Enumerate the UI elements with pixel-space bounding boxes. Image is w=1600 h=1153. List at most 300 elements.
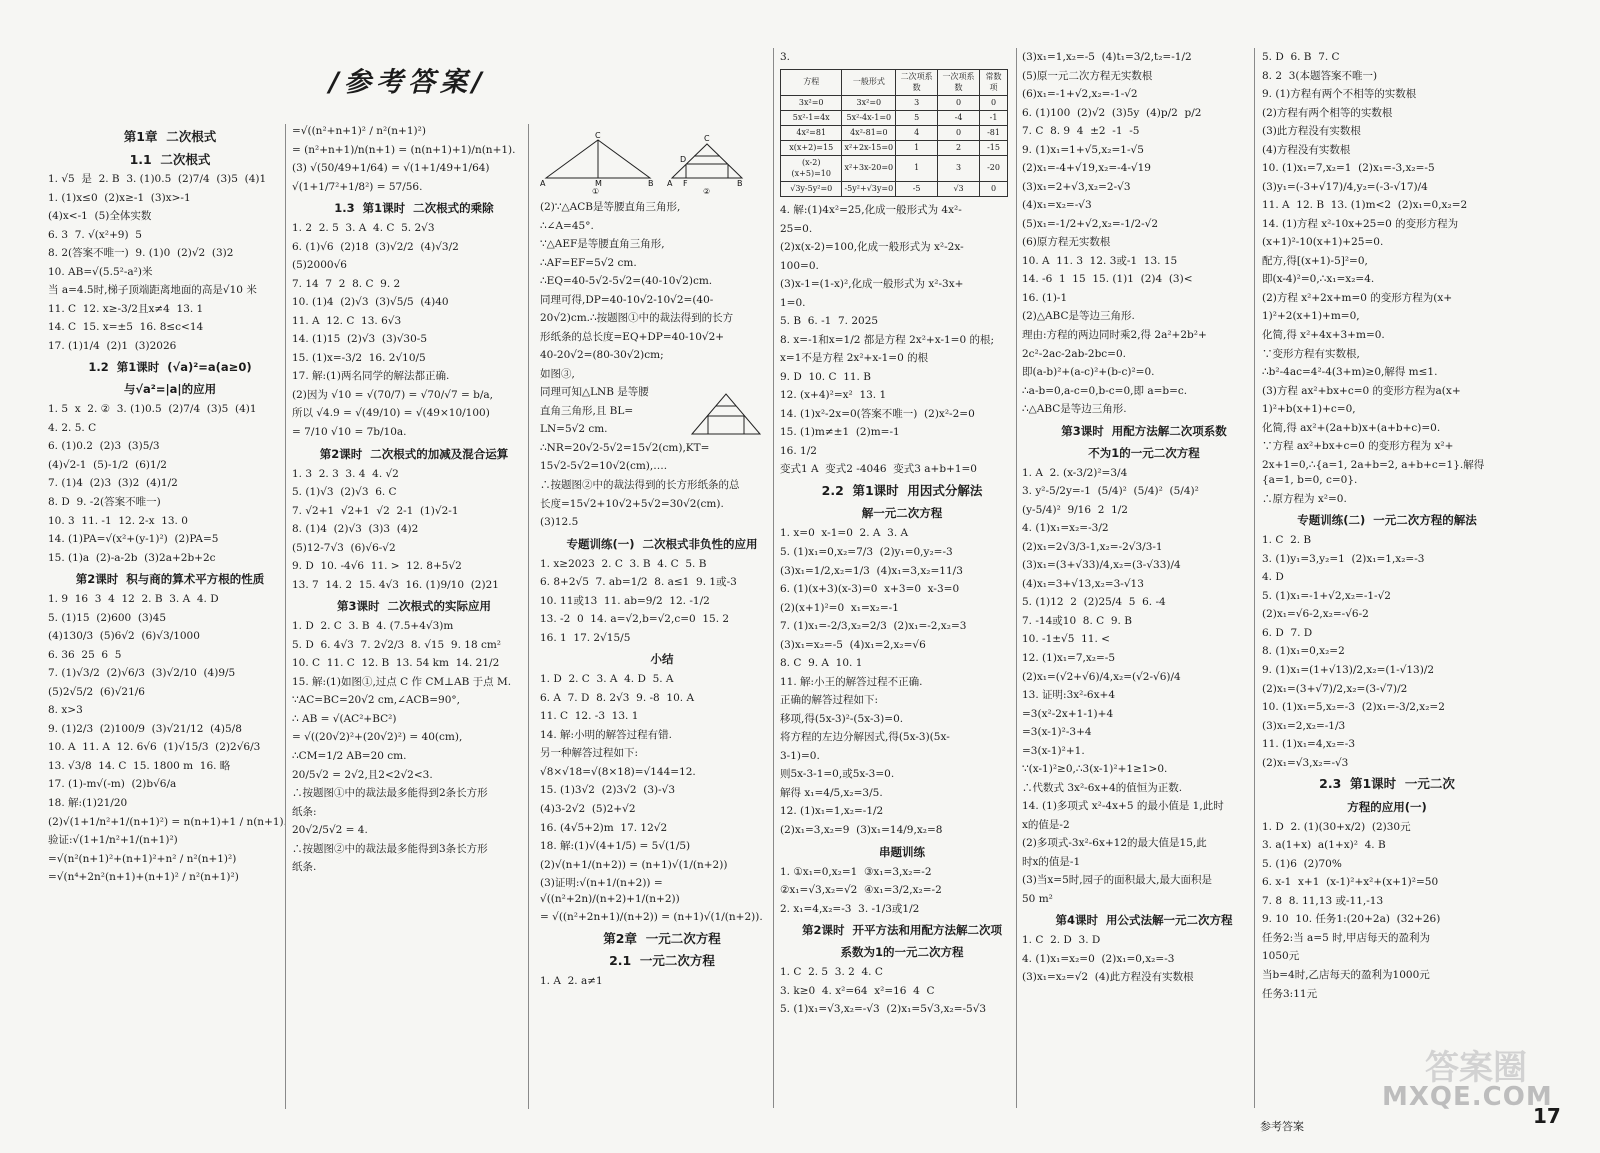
- table-cell: 3: [938, 155, 980, 182]
- column-divider: [773, 48, 774, 1108]
- table-cell: 4x²-81=0: [842, 125, 896, 140]
- answer-line: 移项,得(5x-3)²-(5x-3)=0.: [780, 712, 904, 725]
- column-divider: [285, 124, 286, 1109]
- answer-line: (5)2√5/2 (6)√21/6: [48, 685, 145, 698]
- answer-line: (2)√(1+1/n²+1/(n+1)²) = n(n+1)+1 / n(n+1).: [48, 815, 287, 828]
- table-cell: 0: [980, 96, 1008, 111]
- answer-line: 11. (1)x₁=4,x₂=-3: [1262, 738, 1356, 751]
- fig-label: ①: [592, 187, 600, 196]
- watermark: MXQE.COM: [1382, 1082, 1553, 1112]
- answer-line: ∵变形方程有实数根,: [1262, 347, 1360, 360]
- answer-line: 7. (1)4 (2)3 (3)2 (4)1/2: [48, 477, 178, 490]
- answer-line: (2)x₁=(√2+√6)/4,x₂=(√2-√6)/4: [1022, 670, 1181, 683]
- answer-line: 3. k≥0 4. x²=64 x²=16 4 C: [780, 984, 935, 997]
- answer-line: 3-1)=0.: [780, 749, 820, 762]
- answer-line: (6)x₁=-1+√2,x₂=-1-√2: [1022, 88, 1138, 101]
- section-heading: 专题训练(一) 二次根式非负性的应用: [566, 536, 758, 551]
- answer-line: 4. (1)x₁=x₂=0 (2)x₁=0,x₂=-3: [1022, 952, 1175, 965]
- answer-line: 5. D 6. B 7. C: [1262, 51, 1340, 63]
- answer-line: 16. (1)-1: [1022, 291, 1068, 304]
- answer-line: =√(n²(n+1)²+(n+1)²+n² / n²(n+1)²): [48, 852, 237, 865]
- table-cell: x²+2x-15=0: [842, 140, 896, 155]
- answer-line: 10. (1)x₁=5,x₂=-3 (2)x₁=-3/2,x₂=2: [1262, 701, 1445, 714]
- answer-line: 化简,得 ax²+(2a+b)x+(a+b+c)=0.: [1262, 421, 1441, 434]
- section-heading: 与√a²=|a|的应用: [123, 382, 217, 397]
- answer-line: 1. 3 2. 3 3. 4 4. √2: [292, 467, 399, 480]
- answer-line: =3(x-1)²-3+4: [1022, 726, 1092, 739]
- answer-line: ∴b²-4ac=4²-4(3+m)≥0,解得 m≤1.: [1262, 366, 1438, 379]
- answer-line: 如图③,: [540, 367, 575, 380]
- table-row: [781, 182, 1008, 197]
- table-cell: √3: [938, 182, 980, 197]
- answer-line: ∵方程 ax²+bx+c=0 的变形方程为 x²+: [1262, 440, 1454, 453]
- table-cell: -15: [980, 140, 1008, 155]
- answer-line: 当 a=4.5时,梯子顶端距离地面的高是√10 米: [48, 284, 257, 297]
- answer-line: = 7/10 √10 = 7b/10a.: [292, 425, 407, 438]
- answer-line: (3) √(50/49+1/64) = √(1+1/49+1/64): [292, 162, 490, 175]
- column-divider: [528, 124, 529, 1109]
- answer-line: (4)方程没有实数根: [1262, 143, 1351, 156]
- answer-line: 16. 1 17. 2√15/5: [540, 631, 631, 644]
- answer-line: 5. (1)6 (2)70%: [1262, 857, 1342, 870]
- answer-line: 5. D 6. 4√3 7. 2√2/3 8. √15 9. 18 cm²: [292, 638, 502, 651]
- answer-line: ∵△AEF是等腰直角三角形,: [540, 238, 665, 251]
- section-heading: 1.1 二次根式: [129, 151, 211, 167]
- answer-line: 10. 3 11. -1 12. 2-x 13. 0: [48, 514, 188, 527]
- answer-line: (3)证明:√(n+1/(n+2)) = √((n²+2n)/(n+2)+1/(n+2)): [540, 877, 680, 905]
- answer-line: 则5x-3-1=0,或5x-3=0.: [780, 768, 895, 781]
- answer-line: 6. (1)0.2 (2)3 (3)5/3: [48, 440, 160, 453]
- answer-line: 6. (1)√6 (2)18 (3)√2/2 (4)√3/2: [292, 240, 459, 253]
- answer-line: ∴ AB = √(AC²+BC²): [292, 712, 397, 725]
- answer-line: 同理可知△LNB 是等腰: [540, 386, 649, 399]
- answer-line: ∴代数式 3x²-6x+4的值恒为正数.: [1022, 781, 1183, 794]
- answer-line: 9. 10 10. 任务1:(20+2a) (32+26): [1262, 913, 1441, 926]
- answer-line: 10. -1±√5 11. <: [1022, 633, 1110, 646]
- answer-line: 1)²+b(x+1)+c=0,: [1262, 403, 1356, 416]
- answer-line: LN=5√2 cm.: [540, 423, 608, 436]
- table-header-cell: 方程: [781, 69, 842, 96]
- column-6: [1262, 50, 1512, 1005]
- section-heading: 专题训练(二) 一元二次方程的解法: [1297, 513, 1477, 528]
- answer-line: 7. C 8. 9 4 ±2 -1 -5: [1022, 125, 1140, 138]
- section-heading: 方程的应用(一): [1347, 799, 1427, 814]
- answer-line: 17. (1)1/4 (2)1 (3)2026: [48, 339, 177, 352]
- table-cell: -1: [980, 111, 1008, 126]
- table-header-cell: 一次项系数: [938, 69, 980, 96]
- answer-line: (3)12.5: [540, 516, 579, 529]
- answer-line: 6. 3 7. √(x²+9) 5: [48, 228, 142, 241]
- section-heading: 系数为1的一元二次方程: [840, 945, 964, 960]
- answer-line: (3)x₁=2+√3,x₂=2-√3: [1022, 180, 1131, 193]
- answer-line: 14. (1)PA=√(x²+(y-1)²) (2)PA=5: [48, 533, 219, 546]
- answer-line: 15. (1)x=-3/2 16. 2√10/5: [292, 351, 426, 364]
- answer-line: 13. -2 0 14. a=√2,b=√2,c=0 15. 2: [540, 613, 730, 626]
- answer-line: 100=0.: [780, 259, 819, 272]
- answer-line: 配方,得[(x+1)-5]²=0,: [1262, 254, 1368, 267]
- table-header-cell: 常数项: [980, 69, 1008, 96]
- answer-line: 14. 解:小明的解答过程有错.: [540, 728, 672, 741]
- answer-line: (3)当x=5时,园子的面积最大,最大面积是: [1022, 874, 1212, 887]
- answer-line: 9. D 10. C 11. B: [780, 370, 871, 383]
- answer-line: =√((n²+n+1)² / n²(n+1)²): [292, 125, 426, 137]
- answer-line: 1. 5 x 2. ② 3. (1)0.5 (2)7/4 (3)5 (4)1: [48, 403, 257, 416]
- answer-line: (5)x₁=-1/2+√2,x₂=-1/2-√2: [1022, 217, 1159, 230]
- fig-label: F: [683, 179, 688, 188]
- answer-line: 1. √5 是 2. B 3. (1)0.5 (2)7/4 (3)5 (4)1: [48, 173, 267, 185]
- answer-line: (3)方程 ax²+bx+c=0 的变形方程为a(x+: [1262, 384, 1461, 397]
- answer-line: (2)方程 x²+2x+m=0 的变形方程为(x+: [1262, 291, 1453, 304]
- table-row: [781, 140, 1008, 155]
- table-cell: (x-2)(x+5)=10: [781, 155, 842, 182]
- triangle-figures: [540, 130, 743, 196]
- table-cell: √3y-5y²=0: [781, 182, 842, 197]
- table-cell: 3x²=0: [781, 96, 842, 111]
- section-heading: 串题训练: [879, 844, 925, 859]
- answer-line: (3)x₁=(3+√33)/4,x₂=(3-√33)/4: [1022, 559, 1181, 572]
- answer-line: 1. ①x₁=0,x₂=1 ③x₁=3,x₂=-2: [780, 865, 932, 878]
- answer-line: 8. 2(答案不唯一) 9. (1)0 (2)√2 (3)2: [48, 247, 234, 260]
- answer-line: 任务2:当 a=5 时,甲店每天的盈利为: [1262, 931, 1430, 944]
- answer-line: 8. D 9. -2(答案不唯一): [48, 496, 161, 508]
- answer-line: 40-20√2=(80-30√2)cm;: [540, 349, 664, 362]
- page-banner: /参考答案/: [329, 67, 487, 98]
- answer-line: (3)x₁=1,x₂=-5 (4)t₁=3/2,t₂=-1/2: [1022, 51, 1192, 63]
- answer-line: 4. D: [1262, 571, 1284, 584]
- answer-line: 即(x-4)²=0,∴x₁=x₂=4.: [1262, 273, 1375, 286]
- answer-line: (5)12-7√3 (6)√6-√2: [292, 541, 396, 554]
- answer-line: 15. (1)m≠±1 (2)m=-1: [780, 426, 900, 439]
- answer-line: √8×√18=√(8×18)=√144=12.: [540, 765, 696, 778]
- answer-line: (3)此方程没有实数根: [1262, 125, 1361, 138]
- answer-line: 10. C 11. C 12. B 13. 54 km 14. 21/2: [292, 657, 500, 670]
- answer-line: 所以 √4.9 = √(49/10) = √(49×10/100): [292, 407, 490, 420]
- table-header-cell: 一般形式: [842, 69, 896, 96]
- answer-line: (2)x₁=3,x₂=9 (3)x₁=14/9,x₂=8: [780, 823, 943, 836]
- footer-label: 参考答案: [1260, 1120, 1304, 1133]
- answer-line: (2)x₁=(3+√7)/2,x₂=(3-√7)/2: [1262, 682, 1408, 695]
- answer-line: (2)x₁=-4+√19,x₂=-4-√19: [1022, 162, 1151, 175]
- answer-line: (2)(x+1)²=0 x₁=x₂=-1: [780, 601, 899, 614]
- answer-line: 5. (1)15 (2)600 (3)45: [48, 611, 167, 624]
- answer-line: 14. (1)15 (2)√3 (3)√30-5: [292, 333, 428, 346]
- section-heading: 2.1 一元二次方程: [609, 953, 715, 969]
- answer-line: = √((20√2)²+(20√2)²) = 40(cm),: [292, 731, 463, 744]
- answer-line: ∴△ABC是等边三角形.: [1022, 403, 1127, 416]
- answer-line: 12. (1)x₁=7,x₂=-5: [1022, 651, 1116, 664]
- section-heading: 第2章 一元二次方程: [603, 930, 721, 946]
- table-cell: 3x²=0: [842, 96, 896, 111]
- table-row: [781, 125, 1008, 140]
- fig-label: B: [737, 179, 743, 188]
- answer-line: 正确的解答过程如下:: [780, 694, 879, 707]
- answer-line: 15√2-5√2=10√2(cm),….: [540, 460, 668, 473]
- answer-line: 1. A 2. a≠1: [540, 974, 603, 987]
- table-cell: 5x²-1=4x: [781, 111, 842, 126]
- answer-line: 10. 11或13 11. ab=9/2 12. -1/2: [540, 594, 710, 607]
- column-divider: [1254, 48, 1255, 1108]
- answer-line: 1. C 2. D 3. D: [1022, 934, 1101, 947]
- answer-line: 10. AB=√(5.5²-a²)米: [48, 265, 153, 278]
- answer-line: 理由:方程的两边同时乘2,得 2a²+2b²+: [1022, 328, 1207, 341]
- answer-line: 6. 36 25 6 5: [48, 648, 122, 661]
- answer-line: 6. (1)(x+3)(x-3)=0 x+3=0 x-3=0: [780, 583, 960, 596]
- answer-line: (2)因为 √10 = √(70/7) = √70/√7 = b/a,: [292, 388, 493, 401]
- table-cell: 1: [896, 140, 938, 155]
- answer-line: 17. (1)-m√(-m) (2)b√6/a: [48, 778, 177, 791]
- answer-line: 时x的值是-1: [1022, 855, 1081, 868]
- column-4: [780, 50, 1024, 1021]
- answer-line: 10. (1)x₁=7,x₂=1 (2)x₁=-3,x₂=-5: [1262, 162, 1435, 175]
- answer-line: 1. D 2. C 3. A 4. D 5. A: [540, 673, 674, 686]
- answer-line: 6. D 7. D: [1262, 626, 1313, 639]
- answer-line: 9. (1)方程有两个不相等的实数根: [1262, 88, 1417, 101]
- answer-line: 4. (1)x₁=x₂=-3/2: [1022, 522, 1109, 535]
- answer-line: 13. 证明:3x²-6x+4: [1022, 689, 1116, 702]
- answer-line: (6)原方程无实数根: [1022, 236, 1111, 249]
- answer-line: 25=0.: [780, 222, 813, 235]
- answer-line: 20√2/5√2 = 4.: [292, 824, 368, 837]
- answer-line: 17. 解:(1)两名同学的解法都正确.: [292, 370, 450, 383]
- answer-line: 任务3:11元: [1262, 987, 1318, 1000]
- table-cell: -5y²+√3y=0: [842, 182, 896, 197]
- fig-label: A: [667, 179, 673, 188]
- fig-label: B: [648, 179, 654, 188]
- answer-line: ∴a-b=0,a-c=0,b-c=0,即 a=b=c.: [1022, 384, 1188, 397]
- answer-line: (4)x<-1 (5)全体实数: [48, 210, 152, 223]
- answer-line: 另一种解答过程如下:: [540, 747, 639, 760]
- column-1: [48, 124, 292, 889]
- section-heading: 1.3 第1课时 二次根式的乘除: [334, 201, 494, 216]
- answer-line: = (n²+n+1)/n(n+1) = (n(n+1)+1)/n(n+1).: [292, 143, 516, 156]
- answer-line: (y-5/4)² 9/16 2 1/2: [1022, 503, 1128, 516]
- answer-line: 1)²+2(x+1)+m=0,: [1262, 310, 1360, 323]
- fig-label: C: [595, 131, 601, 140]
- answer-line: 1. A 2. (x-3/2)²=3/4: [1022, 466, 1128, 479]
- column-5: [1022, 50, 1266, 989]
- answer-line: (x+1)²-10(x+1)+25=0.: [1262, 236, 1384, 249]
- answer-line: 5. (1)x₁=√3,x₂=-√3 (2)x₁=5√3,x₂=-5√3: [780, 1003, 987, 1016]
- answer-line: ∴按题图①中的裁法最多能得到2条长方形: [292, 787, 488, 800]
- answer-line: 9. (1)x₁=(1+√13)/2,x₂=(1-√13)/2: [1262, 664, 1435, 677]
- answer-line: x=1不是方程 2x²+x-1=0 的根: [780, 352, 929, 365]
- answer-line: 1. (1)x≤0 (2)x≥-1 (3)x>-1: [48, 191, 191, 204]
- answer-line: ∴NR=20√2-5√2=15√2(cm),KT=: [540, 441, 710, 454]
- answer-line: (2)△ABC是等边三角形.: [1022, 310, 1135, 323]
- answer-line: 2c²-2ac-2ab-2bc=0.: [1022, 347, 1126, 360]
- answer-line: 5. (1)x₁=0,x₂=7/3 (2)y₁=0,y₂=-3: [780, 546, 953, 558]
- answer-line: 8. x=-1和x=1/2 都是方程 2x²+x-1=0 的根;: [780, 333, 995, 346]
- answer-line: 8. 2 3(本题答案不唯一): [1262, 69, 1378, 82]
- answer-line: 14. (1)方程 x²-10x+25=0 的变形方程为: [1262, 217, 1459, 230]
- section-heading: 2.3 第1课时 一元二次: [1319, 776, 1455, 792]
- answer-line: 16. 1/2: [780, 444, 817, 457]
- section-heading: 第3课时 用配方法解二次项系数: [1061, 423, 1227, 438]
- answer-line: 5. (1)x₁=-1+√2,x₂=-1-√2: [1262, 589, 1391, 602]
- answer-line: 11. A 12. C 13. 6√3: [292, 314, 402, 327]
- answer-line: 14. (1)多项式 x²-4x+5 的最小值是 1,此时: [1022, 800, 1224, 813]
- answer-line: (4)130/3 (5)6√2 (6)√3/1000: [48, 630, 200, 643]
- answer-line: 验证:√(1+1/n²+1/(n+1)²): [48, 834, 178, 847]
- answer-line: 纸条:: [292, 805, 317, 818]
- answer-line: 9. (1)2/3 (2)100/9 (3)√21/12 (4)5/8: [48, 722, 242, 735]
- section-heading: 第3课时 二次根式的实际应用: [336, 599, 491, 614]
- answer-line: 3. (1)y₁=3,y₂=1 (2)x₁=1,x₂=-3: [1262, 552, 1425, 565]
- answer-line: 8. x>3: [48, 704, 83, 717]
- answer-line: ∴原方程为 x²=0.: [1262, 492, 1347, 505]
- answer-line: (2)x(x-2)=100,化成一般形式为 x²-2x-: [780, 241, 964, 254]
- answer-line: (5)原一元二次方程无实数根: [1022, 69, 1153, 82]
- section-heading: 第2课时 二次根式的加减及混合运算: [319, 446, 509, 461]
- table-header-cell: 二次项系数: [896, 69, 938, 96]
- answer-line: 变式1 A 变式2 -4046 变式3 a+b+1=0: [780, 463, 977, 476]
- answer-line: 6. A 7. D 8. 2√3 9. -8 10. A: [540, 691, 695, 704]
- answer-line: ∴CM=1/2 AB=20 cm.: [292, 749, 407, 762]
- answer-line: 8. C 9. A 10. 1: [780, 657, 863, 670]
- answer-line: 18. 解:(1)21/20: [48, 796, 128, 809]
- answer-line: 化简,得 x²+4x+3+m=0.: [1262, 328, 1385, 341]
- answer-line: 14. -6 1 15 15. (1)1 (2)4 (3)<: [1022, 273, 1193, 286]
- answer-line: 12. (x+4)²=x² 13. 1: [780, 389, 887, 402]
- fig-label: M: [595, 179, 602, 188]
- section-heading: 不为1的一元二次方程: [1088, 445, 1200, 460]
- section-heading: 第2课时 开平方法和用配方法解二次项: [801, 923, 1002, 938]
- answer-line: =3(x²-2x+1-1)+4: [1022, 707, 1114, 720]
- answer-line: (3)x₁=x₂=√2 (4)此方程没有实数根: [1022, 971, 1194, 984]
- answer-line: 5. (1)√3 (2)√3 6. C: [292, 486, 397, 499]
- section-heading: 解一元二次方程: [861, 506, 943, 521]
- answer-line: 20√2)cm.∴按题图①中的裁法得到的长方: [540, 312, 734, 325]
- answer-line: 9. (1)x₁=1+√5,x₂=1-√5: [1022, 143, 1144, 156]
- section-heading: 2.2 第1课时 用因式分解法: [821, 482, 983, 498]
- answer-line: 1. C 2. B: [1262, 534, 1312, 547]
- answer-line: 1. D 2. C 3. B 4. (7.5+4√3)m: [292, 620, 454, 633]
- answer-line: 2. x₁=4,x₂=-3 3. -1/3或1/2: [780, 902, 920, 915]
- answer-line: =√(n⁴+2n²(n+1)+(n+1)² / n²(n+1)²): [48, 871, 239, 884]
- answer-line: 形纸条的总长度=EQ+DP=40-10√2+: [540, 330, 725, 343]
- fig-label: C: [704, 134, 710, 143]
- answer-line: 7. (1)x₁=-2/3,x₂=2/3 (2)x₁=-2,x₂=3: [780, 620, 967, 633]
- answer-line: 15. 解:(1)如图①,过点 C 作 CM⊥AB 于点 M.: [292, 675, 512, 688]
- answer-line: ∴按题图②中的裁法最多能得到3条长方形: [292, 842, 488, 855]
- answer-line: 16. (4√5+2)m 17. 12√2: [540, 821, 668, 834]
- answer-line: 1. C 2. 5 3. 2 4. C: [780, 966, 883, 979]
- answer-line: (4)√2-1 (5)-1/2 (6)1/2: [48, 458, 167, 471]
- answer-line: 14. (1)x²-2x=0(答案不唯一) (2)x²-2=0: [780, 407, 975, 420]
- answer-line: (2)方程有两个相等的实数根: [1262, 106, 1393, 119]
- table-cell: -81: [980, 125, 1008, 140]
- answer-line: 1=0.: [780, 296, 806, 309]
- answer-line: 14. C 15. x=±5 16. 8≤c<14: [48, 321, 204, 334]
- answer-line: 11. 解:小王的解答过程不正确.: [780, 675, 923, 688]
- fig-label: ②: [703, 187, 711, 196]
- table-cell: 4: [896, 125, 938, 140]
- answer-line: 15. (1)3√2 (2)3√2 (3)-√3: [540, 784, 676, 797]
- answer-line: ∴按题图②中的裁法得到的长方形纸条的总: [540, 478, 740, 491]
- answer-line: 5. B 6. -1 7. 2025: [780, 315, 879, 328]
- answer-line: 7. 8 8. 11,13 或-11,-13: [1262, 894, 1384, 907]
- answer-line: (5)2000√6: [292, 259, 347, 272]
- answer-line: (3)y₁=(-3+√17)/4,y₂=(-3-√17)/4: [1262, 180, 1428, 193]
- answer-line: 50 m²: [1022, 892, 1053, 905]
- answer-line: 1. x≥2023 2. C 3. B 4. C 5. B: [540, 557, 707, 570]
- answer-line: 6. 8+2√5 7. ab=1/2 8. a≤1 9. 1或-3: [540, 576, 737, 589]
- fig-label: A: [540, 179, 546, 188]
- answer-line: (3)x₁=1/2,x₂=1/3 (4)x₁=3,x₂=11/3: [780, 564, 963, 577]
- equation-table: [780, 69, 1008, 197]
- answer-line: 3.: [780, 51, 791, 63]
- answer-line: √(1+1/7²+1/8²) = 57/56.: [292, 180, 423, 193]
- answer-line: 1. 9 16 3 4 12 2. B 3. A 4. D: [48, 593, 219, 606]
- fig-label: D: [680, 155, 687, 164]
- answer-line: ∴EQ=40-5√2-5√2=(40-10√2)cm.: [540, 275, 713, 288]
- answer-line: 7. (1)√3/2 (2)√6/3 (3)√2/10 (4)9/5: [48, 667, 236, 680]
- table-cell: -20: [980, 155, 1008, 182]
- answer-line: 1. D 2. (1)(30+x/2) (2)30元: [1262, 820, 1411, 833]
- watermark-logo: 答案圈: [1425, 1048, 1527, 1088]
- answer-line: 1050元: [1262, 950, 1300, 963]
- answer-line: =3(x-1)²+1.: [1022, 744, 1085, 757]
- answer-line: (3)x-1=(1-x)²,化成一般形式为 x²-3x+: [780, 278, 964, 291]
- table-cell: 5: [896, 111, 938, 126]
- answer-line: 5. (1)12 2 (2)25/4 5 6. -4: [1022, 596, 1166, 609]
- answer-line: (3)x₁=x₂=-5 (4)x₁=2,x₂=√6: [780, 638, 926, 651]
- answer-line: 13. √3/8 14. C 15. 1800 m 16. 略: [48, 759, 231, 772]
- answer-line: 3. a(1+x) a(1+x)² 4. B: [1262, 839, 1386, 852]
- answer-line: 11. C 12. -3 13. 1: [540, 710, 639, 723]
- answer-line: 6. (1)100 (2)√2 (3)5y (4)p/2 p/2: [1022, 106, 1202, 119]
- answer-line: 同理可得,DP=40-10√2-10√2=(40-: [540, 293, 714, 306]
- section-heading: 第2课时 积与商的算术平方根的性质: [75, 572, 265, 587]
- answer-line: 将方程的左边分解因式,得(5x-3)(5x-: [780, 731, 950, 744]
- answer-line: 11. A 12. B 13. (1)m<2 (2)x₁=0,x₂=2: [1262, 199, 1468, 212]
- table-cell: 0: [980, 182, 1008, 197]
- page-number: 17: [1533, 1104, 1561, 1128]
- table-cell: x²+3x-20=0: [842, 155, 896, 182]
- answer-line: (2)√(n+1/(n+2)) = (n+1)√(1/(n+2)): [540, 858, 728, 871]
- answer-line: 10. A 11. 3 12. 3或-1 13. 15: [1022, 254, 1178, 267]
- answer-line: 1. x=0 x-1=0 2. A 3. A: [780, 527, 909, 540]
- table-cell: 0: [938, 96, 980, 111]
- answer-line: 7. √2+1 √2+1 √2 2-1 (1)√2-1: [292, 504, 459, 517]
- table-cell: 2: [938, 140, 980, 155]
- column-3: [540, 200, 784, 992]
- table-cell: x(x+2)=15: [781, 140, 842, 155]
- table-row: [781, 155, 1008, 182]
- answer-line: 3. y²-5/2y=-1 (5/4)² (5/4)² (5/4)²: [1022, 485, 1199, 498]
- answer-line: 纸条.: [292, 861, 317, 874]
- answer-line: (3)x₁=2,x₂=-1/3: [1262, 719, 1346, 732]
- answer-line: ∵AC=BC=20√2 cm,∠ACB=90°,: [292, 694, 460, 707]
- table-cell: -5: [896, 182, 938, 197]
- answer-line: 13. 7 14. 2 15. 4√3 16. (1)9/10 (2)21: [292, 578, 499, 591]
- section-heading: 小结: [650, 652, 674, 667]
- answer-line: (2)∵△ACB是等腰直角三角形,: [540, 201, 681, 213]
- answer-line: (2)x₁=√3,x₂=-√3: [1262, 756, 1349, 769]
- answer-line: (2)x₁=√6-2,x₂=-√6-2: [1262, 608, 1369, 621]
- table-cell: 3: [896, 96, 938, 111]
- answer-line: 10. A 11. A 12. 6√6 (1)√15/3 (2)2√6/3: [48, 741, 261, 754]
- answer-line: 1. 2 2. 5 3. A 4. C 5. 2√3: [292, 222, 435, 235]
- answer-line: = √((n²+2n+1)/(n+2)) = (n+1)√(1/(n+2)).: [540, 911, 763, 924]
- answer-line: 长度=15√2+10√2+5√2=30√2(cm).: [540, 497, 724, 510]
- answer-line: ∴AF=EF=5√2 cm.: [540, 256, 637, 269]
- table-row: [781, 96, 1008, 111]
- answer-line: ②x₁=√3,x₂=√2 ④x₁=3/2,x₂=-2: [780, 884, 942, 897]
- answer-line: 4. 2. 5. C: [48, 421, 97, 434]
- answer-line: 当b=4时,乙店每天的盈利为1000元: [1262, 968, 1430, 981]
- answer-line: 15. (1)a (2)-a-2b (3)2a+2b+2c: [48, 551, 216, 564]
